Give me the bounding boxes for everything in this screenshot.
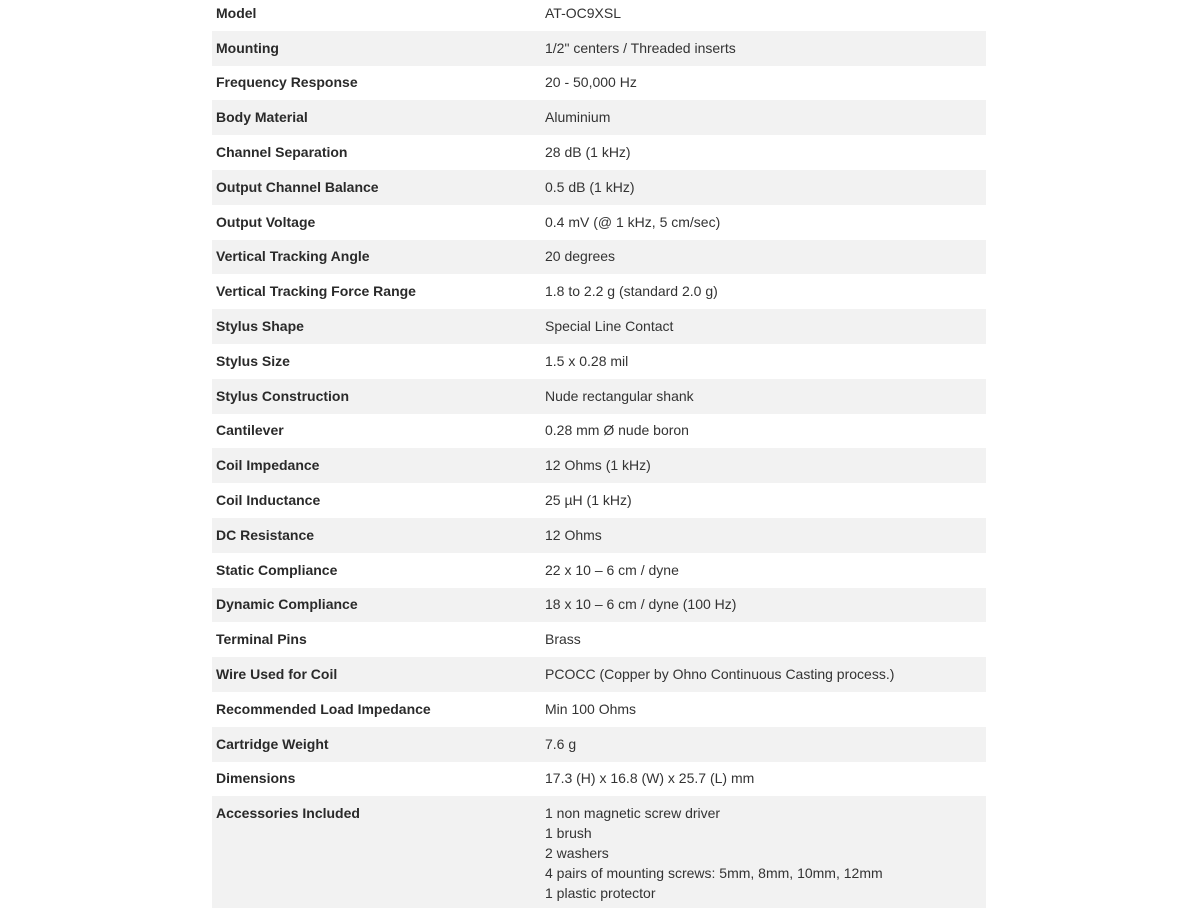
table-row [212, 274, 986, 309]
table-row [212, 762, 986, 797]
accessories-list [541, 796, 986, 908]
spec-value: 1.5 x 0.28 mil [545, 352, 629, 369]
accessory-item: 1 non magnetic screw driver [545, 805, 721, 822]
table-row [212, 692, 986, 727]
spec-table-body [212, 0, 986, 908]
spec-value: 1/2" centers / Threaded inserts [545, 39, 736, 56]
table-row [212, 31, 986, 66]
spec-value: 28 dB (1 kHz) [545, 144, 631, 161]
table-row [212, 414, 986, 449]
table-row [212, 344, 986, 379]
spec-value: Aluminium [545, 109, 611, 126]
table-row [212, 448, 986, 483]
table-row [212, 518, 986, 553]
spec-label: Vertical Tracking Angle [216, 248, 370, 265]
spec-value: 20 degrees [545, 248, 616, 265]
table-row [212, 240, 986, 275]
table-row [212, 100, 986, 135]
spec-label: Cartridge Weight [216, 735, 329, 752]
spec-value: 22 x 10 – 6 cm / dyne [545, 561, 679, 578]
table-row [212, 588, 986, 623]
table-row [212, 309, 986, 344]
spec-table [212, 0, 986, 908]
table-row [212, 483, 986, 518]
spec-label: Mounting [216, 39, 279, 56]
table-row [212, 170, 986, 205]
spec-value: Brass [545, 631, 581, 648]
spec-label: Output Voltage [216, 213, 316, 230]
table-row [212, 379, 986, 414]
spec-value: 17.3 (H) x 16.8 (W) x 25.7 (L) mm [545, 770, 755, 787]
spec-label: Accessories Included [216, 805, 360, 822]
spec-value: 18 x 10 – 6 cm / dyne (100 Hz) [545, 596, 737, 613]
table-row [212, 0, 986, 31]
spec-value: 12 Ohms [545, 526, 602, 543]
table-row [212, 66, 986, 101]
spec-value: 0.5 dB (1 kHz) [545, 178, 635, 195]
table-row [212, 553, 986, 588]
spec-value: Nude rectangular shank [545, 387, 694, 404]
spec-value: 7.6 g [545, 735, 577, 752]
spec-value: Special Line Contact [545, 318, 674, 335]
spec-label: Wire Used for Coil [216, 666, 338, 683]
spec-label: Body Material [216, 109, 308, 126]
spec-value: 20 - 50,000 Hz [545, 74, 637, 91]
accessory-item: 1 brush [545, 825, 592, 842]
spec-label: Stylus Shape [216, 318, 304, 335]
spec-label: Stylus Size [216, 352, 290, 369]
table-row [212, 205, 986, 240]
table-row [212, 727, 986, 762]
accessory-item: 2 washers [545, 844, 609, 861]
spec-value: 0.28 mm Ø nude boron [545, 422, 689, 439]
spec-value: 0.4 mV (@ 1 kHz, 5 cm/sec) [545, 213, 721, 230]
spec-label: Cantilever [216, 422, 284, 439]
spec-label: Coil Impedance [216, 457, 320, 474]
spec-label: Vertical Tracking Force Range [216, 283, 416, 300]
accessory-item: 4 pairs of mounting screws: 5mm, 8mm, 10mm, 12mm [545, 864, 883, 881]
spec-label: Recommended Load Impedance [216, 700, 431, 717]
spec-label: Terminal Pins [216, 631, 307, 648]
spec-label: Static Compliance [216, 561, 338, 578]
spec-label: Frequency Response [216, 74, 358, 91]
spec-label: Dynamic Compliance [216, 596, 358, 613]
spec-label: Coil Inductance [216, 492, 321, 509]
spec-label: Dimensions [216, 770, 296, 787]
spec-label: DC Resistance [216, 526, 315, 543]
table-row-accessories [212, 796, 986, 908]
spec-value: 1.8 to 2.2 g (standard 2.0 g) [545, 283, 718, 300]
table-row [212, 135, 986, 170]
spec-label: Stylus Construction [216, 387, 350, 404]
table-row [212, 657, 986, 692]
spec-value: 12 Ohms (1 kHz) [545, 457, 651, 474]
accessory-item: 1 plastic protector [545, 884, 656, 901]
spec-value: PCOCC (Copper by Ohno Continuous Casting process.) [545, 666, 895, 683]
spec-label: Channel Separation [216, 144, 348, 161]
table-row [212, 622, 986, 657]
spec-value: AT-OC9XSL [545, 4, 621, 21]
spec-label: Output Channel Balance [216, 178, 379, 195]
spec-label: Model [216, 4, 257, 21]
spec-value: Min 100 Ohms [545, 700, 637, 717]
spec-value: 25 µH (1 kHz) [545, 492, 632, 509]
